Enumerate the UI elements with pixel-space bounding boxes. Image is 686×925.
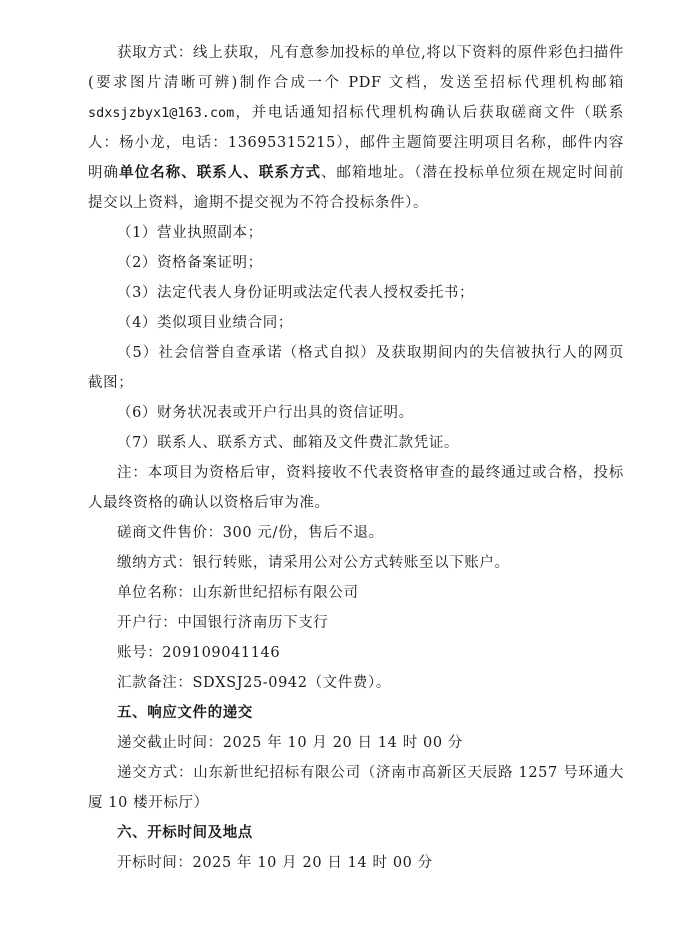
list-item: （7）联系人、联系方式、邮箱及文件费汇款凭证。 [117, 435, 460, 451]
account-unit-name: 单位名称：山东新世纪招标有限公司 [117, 585, 359, 601]
payment-method: 缴纳方式：银行转账，请采用公对公方式转账至以下账户。 [117, 555, 510, 571]
agency-email: sdxsjzbyx1@163.com [88, 105, 235, 121]
acquisition-paragraph [88, 38, 624, 218]
list-item: （3）法定代表人身份证明或法定代表人授权委托书； [117, 285, 475, 301]
section-6-heading: 六、开标时间及地点 [117, 824, 253, 841]
submission-deadline: 递交截止时间：2025 年 10 月 20 日 14 时 00 分 [117, 735, 463, 751]
acquisition-text-1: 获取方式：线上获取，凡有意参加投标的单位,将以下资料的原件彩色扫描件(要求图片清晰可辨)制作合成一个 PDF 文档，发送至招标代理机构邮箱 [88, 45, 624, 91]
document-price: 磋商文件售价：300 元/份，售后不退。 [117, 525, 384, 541]
list-item: （1）营业执照副本； [117, 225, 263, 241]
section-5-heading: 五、响应文件的递交 [117, 704, 253, 721]
submission-place: 递交方式：山东新世纪招标有限公司（济南市高新区天辰路 1257 号环通大厦 10 楼开标厅） [88, 765, 624, 811]
list-item: （2）资格备案证明； [117, 255, 263, 271]
required-fields-bold: 单位名称、联系人、联系方式 [119, 164, 322, 181]
list-item: （6）财务状况表或开户行出具的资信证明。 [117, 405, 414, 421]
payment-remark: 汇款备注：SDXSJ25-0942（文件费）。 [117, 675, 391, 691]
acquisition-text-3: 、邮箱地址。（潜在投标单位须在规定时间前提交以上资料，逾期不提交视为不符合投标条件）。 [88, 165, 624, 211]
account-bank: 开户行：中国银行济南历下支行 [117, 615, 329, 631]
account-number: 账号：209109041146 [117, 645, 281, 661]
opening-time: 开标时间：2025 年 10 月 20 日 14 时 00 分 [117, 855, 433, 871]
list-item: （5）社会信誉自查承诺（格式自拟）及获取期间内的失信被执行人的网页截图； [88, 345, 624, 391]
acquisition-text-2: ，并电话通知招标代理机构确认后获取磋商文件（联系人：杨小龙，电话：13695315215），邮件主题简要注明项目名称，邮件内容明确 [88, 105, 624, 181]
document-body [88, 38, 624, 878]
list-item: （4）类似项目业绩合同； [117, 315, 293, 331]
note-paragraph: 注：本项目为资格后审，资料接收不代表资格审查的最终通过或合格，投标人最终资格的确认以资格后审为准。 [88, 465, 624, 511]
